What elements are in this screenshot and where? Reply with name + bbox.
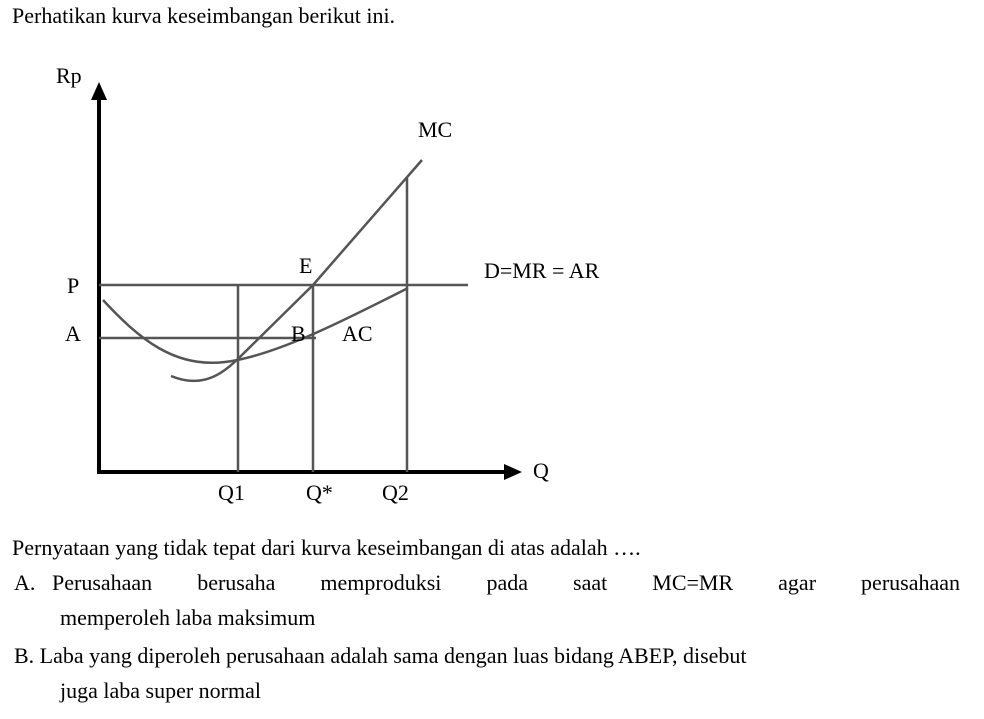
demand-label: D=MR = AR <box>484 258 600 283</box>
y-axis-arrow <box>91 82 107 100</box>
price-label-p: P <box>67 273 80 298</box>
option-a-letter: A. <box>14 570 36 595</box>
mc-label: MC <box>418 117 453 142</box>
option-b-text-line2: juga laba super normal <box>60 678 261 703</box>
intro-text: Perhatikan kurva keseimbangan berikut ini. <box>12 3 396 28</box>
quantity-label-q1: Q1 <box>218 480 245 505</box>
question-text: Pernyataan yang tidak tepat dari kurva keseimbangan di atas adalah …. <box>12 535 641 560</box>
option-a-text-line1: Perusahaan berusaha memproduksi pada saat MC=MR agar perusahaan <box>52 570 960 595</box>
mc-curve <box>171 160 422 381</box>
quantity-label-qstar: Q* <box>306 480 333 505</box>
point-label-e: E <box>299 253 313 278</box>
point-label-b: B <box>291 321 306 346</box>
x-axis-label: Q <box>533 458 549 483</box>
option-a-text-line2: memperoleh laba maksimum <box>60 605 316 630</box>
y-axis-label: Rp <box>56 63 82 88</box>
price-label-a: A <box>65 321 81 346</box>
ac-label: AC <box>342 321 373 346</box>
quantity-label-q2: Q2 <box>382 480 409 505</box>
x-axis-arrow <box>504 464 522 480</box>
option-b-text-line1: B. Laba yang diperoleh perusahaan adalah sama dengan luas bidang ABEP, disebut <box>14 643 747 668</box>
